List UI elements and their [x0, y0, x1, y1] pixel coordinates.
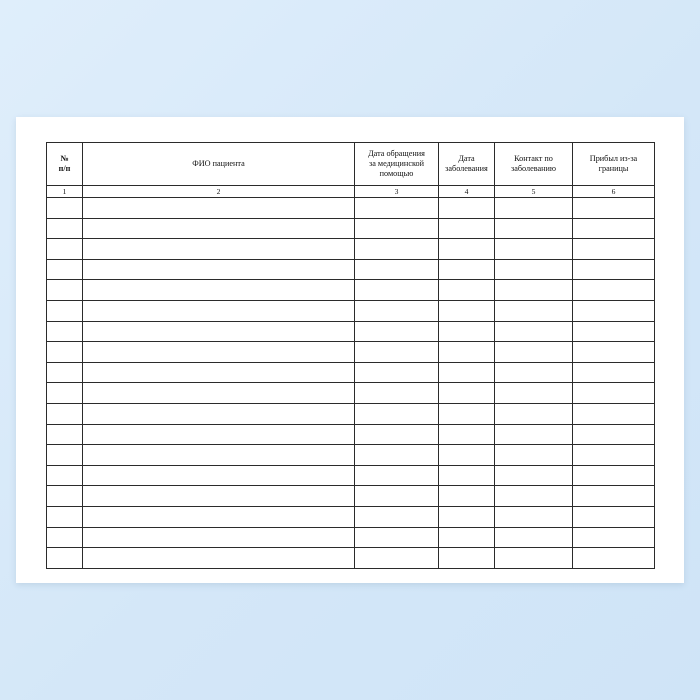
table-cell[interactable]: [495, 424, 573, 445]
table-cell[interactable]: [495, 383, 573, 404]
table-cell[interactable]: [83, 465, 355, 486]
column-number-5: 5: [495, 186, 573, 198]
header-line-1: №: [60, 154, 69, 164]
column-number-4: 4: [439, 186, 495, 198]
table-cell[interactable]: [573, 548, 655, 569]
table-row[interactable]: [47, 506, 655, 527]
table-cell[interactable]: [355, 198, 439, 219]
table-cell[interactable]: [47, 280, 83, 301]
table-cell[interactable]: [439, 383, 495, 404]
table-cell[interactable]: [47, 465, 83, 486]
table-cell[interactable]: [573, 198, 655, 219]
table-row[interactable]: [47, 218, 655, 239]
header-cell-illness-date: [439, 143, 495, 186]
table-cell[interactable]: [83, 218, 355, 239]
table-cell[interactable]: [439, 506, 495, 527]
table-cell[interactable]: [439, 239, 495, 260]
table-cell[interactable]: [439, 259, 495, 280]
table-cell[interactable]: [83, 198, 355, 219]
header-cell-patient-name: [83, 143, 355, 186]
table-cell[interactable]: [573, 239, 655, 260]
column-number-2: 2: [83, 186, 355, 198]
table-cell[interactable]: [83, 486, 355, 507]
table-cell[interactable]: [47, 548, 83, 569]
table-cell[interactable]: [355, 218, 439, 239]
table-row[interactable]: [47, 424, 655, 445]
table-cell[interactable]: [573, 486, 655, 507]
header-line-2: заболевания: [445, 164, 488, 173]
table-cell[interactable]: [439, 403, 495, 424]
table-row[interactable]: [47, 465, 655, 486]
table-cell[interactable]: [47, 506, 83, 527]
table-cell[interactable]: [47, 383, 83, 404]
column-number-3: 3: [355, 186, 439, 198]
header-line-2: границы: [598, 164, 629, 173]
table-cell[interactable]: [573, 259, 655, 280]
table-cell[interactable]: [47, 218, 83, 239]
table-cell[interactable]: [47, 527, 83, 548]
table-header: [47, 143, 655, 198]
header-cell-visit-date: [355, 143, 439, 186]
table-row[interactable]: [47, 280, 655, 301]
table-cell[interactable]: [47, 424, 83, 445]
table-cell[interactable]: [495, 342, 573, 363]
table-cell[interactable]: [355, 403, 439, 424]
table-cell[interactable]: [83, 403, 355, 424]
table-cell[interactable]: [83, 548, 355, 569]
table-cell[interactable]: [83, 280, 355, 301]
table-row[interactable]: [47, 527, 655, 548]
table-cell[interactable]: [495, 280, 573, 301]
table-cell[interactable]: [573, 424, 655, 445]
table-cell[interactable]: [439, 198, 495, 219]
table-cell[interactable]: [573, 280, 655, 301]
table-cell[interactable]: [355, 239, 439, 260]
table-cell[interactable]: [573, 300, 655, 321]
table-cell[interactable]: [83, 383, 355, 404]
table-cell[interactable]: [355, 506, 439, 527]
table-row[interactable]: [47, 198, 655, 219]
table-body: [47, 198, 655, 569]
header-line-3: помощью: [379, 168, 414, 178]
table-cell[interactable]: [495, 198, 573, 219]
header-line-1: Дата обращения: [368, 149, 425, 159]
table-cell[interactable]: [495, 300, 573, 321]
column-number-1: 1: [47, 186, 83, 198]
table-cell[interactable]: [573, 383, 655, 404]
table-cell[interactable]: [495, 486, 573, 507]
table-cell[interactable]: [439, 300, 495, 321]
table-cell[interactable]: [495, 239, 573, 260]
table-cell[interactable]: [355, 527, 439, 548]
table-cell[interactable]: [495, 548, 573, 569]
table-row[interactable]: [47, 548, 655, 569]
table-cell[interactable]: [355, 424, 439, 445]
table-cell[interactable]: [47, 300, 83, 321]
table-cell[interactable]: [495, 218, 573, 239]
table-cell[interactable]: [355, 362, 439, 383]
header-cell-from-abroad: [573, 143, 655, 186]
table-cell[interactable]: [439, 321, 495, 342]
table-cell[interactable]: [573, 527, 655, 548]
table-cell[interactable]: [573, 506, 655, 527]
table-row[interactable]: [47, 259, 655, 280]
table-cell[interactable]: [47, 403, 83, 424]
table-cell[interactable]: [47, 198, 83, 219]
table-row[interactable]: [47, 362, 655, 383]
table-cell[interactable]: [439, 362, 495, 383]
column-number-6: 6: [573, 186, 655, 198]
table-cell[interactable]: [439, 424, 495, 445]
table-cell[interactable]: [573, 465, 655, 486]
table-row[interactable]: [47, 321, 655, 342]
table-row[interactable]: [47, 383, 655, 404]
table-cell[interactable]: [573, 342, 655, 363]
table-cell[interactable]: [47, 321, 83, 342]
table-cell[interactable]: [83, 239, 355, 260]
journal-table-container: [46, 142, 654, 569]
header-cell-number: [47, 143, 83, 186]
table-cell[interactable]: [355, 280, 439, 301]
table-cell[interactable]: [573, 218, 655, 239]
table-cell[interactable]: [355, 465, 439, 486]
table-row[interactable]: [47, 300, 655, 321]
header-line-1: Контакт по: [514, 154, 553, 164]
table-cell[interactable]: [47, 259, 83, 280]
table-cell[interactable]: [355, 321, 439, 342]
table-cell[interactable]: [495, 259, 573, 280]
header-line-1: ФИО пациента: [192, 159, 245, 169]
table-cell[interactable]: [439, 548, 495, 569]
header-line-2: заболеванию: [510, 164, 556, 173]
table-cell[interactable]: [439, 465, 495, 486]
paper-sheet: [16, 117, 684, 583]
table-cell[interactable]: [47, 342, 83, 363]
table-cell[interactable]: [573, 403, 655, 424]
column-number-row: [47, 186, 655, 198]
journal-table: [46, 142, 655, 569]
table-cell[interactable]: [83, 259, 355, 280]
table-cell[interactable]: [83, 300, 355, 321]
header-line-1: Дата: [458, 154, 475, 164]
header-line-2: п/п: [58, 164, 71, 173]
table-row[interactable]: [47, 445, 655, 466]
table-cell[interactable]: [83, 362, 355, 383]
table-row[interactable]: [47, 239, 655, 260]
header-line-1: Прибыл из-за: [589, 154, 638, 164]
table-cell[interactable]: [47, 486, 83, 507]
table-cell[interactable]: [355, 548, 439, 569]
header-row: [47, 143, 655, 186]
table-cell[interactable]: [495, 362, 573, 383]
table-cell[interactable]: [83, 321, 355, 342]
table-cell[interactable]: [355, 259, 439, 280]
table-cell[interactable]: [495, 445, 573, 466]
table-cell[interactable]: [573, 445, 655, 466]
table-cell[interactable]: [355, 445, 439, 466]
table-cell[interactable]: [83, 527, 355, 548]
table-cell[interactable]: [83, 506, 355, 527]
table-cell[interactable]: [355, 300, 439, 321]
table-cell[interactable]: [495, 321, 573, 342]
table-cell[interactable]: [439, 342, 495, 363]
table-cell[interactable]: [439, 218, 495, 239]
table-cell[interactable]: [83, 342, 355, 363]
table-cell[interactable]: [439, 280, 495, 301]
table-cell[interactable]: [495, 506, 573, 527]
table-cell[interactable]: [573, 362, 655, 383]
table-cell[interactable]: [495, 403, 573, 424]
table-cell[interactable]: [495, 527, 573, 548]
header-line-2: за медицинской: [369, 159, 424, 169]
table-cell[interactable]: [47, 445, 83, 466]
table-cell[interactable]: [439, 527, 495, 548]
table-cell[interactable]: [83, 424, 355, 445]
table-cell[interactable]: [439, 445, 495, 466]
table-cell[interactable]: [573, 321, 655, 342]
table-cell[interactable]: [355, 342, 439, 363]
table-cell[interactable]: [355, 486, 439, 507]
table-cell[interactable]: [495, 465, 573, 486]
table-cell[interactable]: [47, 362, 83, 383]
table-cell[interactable]: [47, 239, 83, 260]
table-row[interactable]: [47, 486, 655, 507]
header-cell-contact: [495, 143, 573, 186]
table-cell[interactable]: [439, 486, 495, 507]
table-cell[interactable]: [83, 445, 355, 466]
table-cell[interactable]: [355, 383, 439, 404]
table-row[interactable]: [47, 342, 655, 363]
table-row[interactable]: [47, 403, 655, 424]
